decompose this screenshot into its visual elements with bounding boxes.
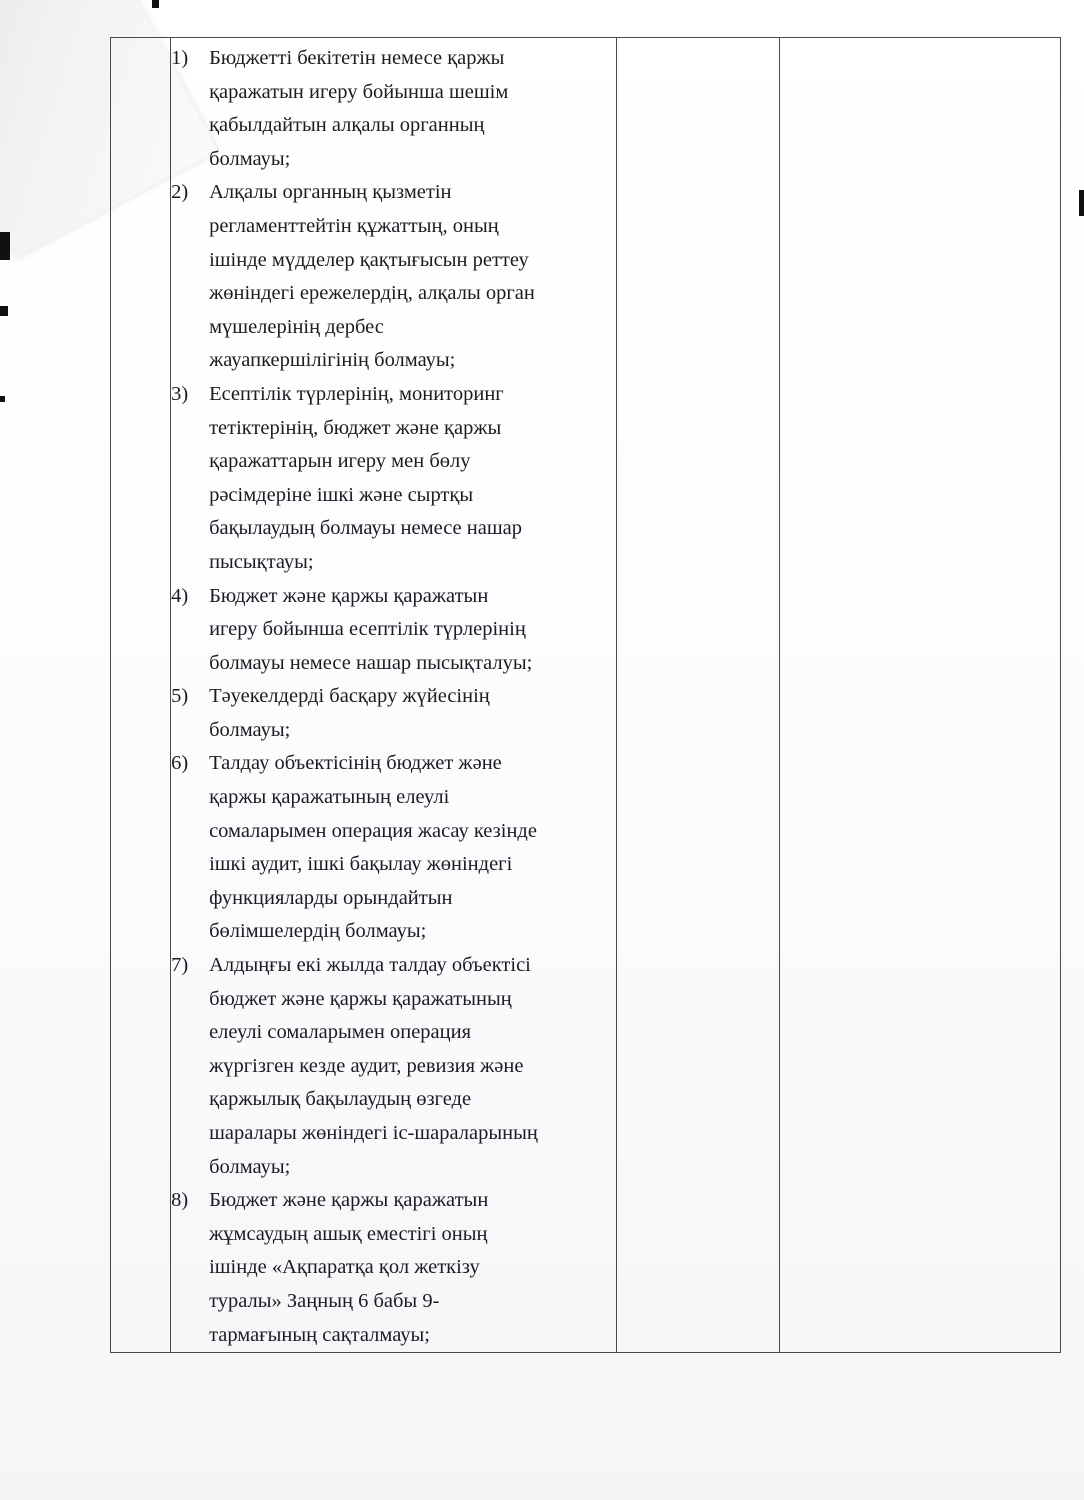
- item-number: 6): [171, 752, 189, 775]
- right-edge-mark: [1079, 190, 1084, 216]
- criteria-list: [171, 38, 615, 1352]
- list-item: [171, 747, 615, 949]
- empty-cell-left: [111, 38, 171, 1353]
- item-text: Есептілік түрлерінің, мониторинг тетіктерінің, бюджет және қаржы қаражаттарын игеру мен бөлу рәсімдеріне ішкі және сыртқы бақылаудың болмауы немесе нашар пысықтауы;: [209, 382, 522, 573]
- left-edge-mark: [0, 306, 8, 316]
- item-text: Алдыңғы екі жылда талдау объектісі бюджет және қаржы қаражатының елеулі сомаларымен операция жүргізген кезде аудит, ревизия және қаржылық бақылаудың өзгеде шаралары жөніндегі іс-шараларының болмауы;: [209, 954, 538, 1178]
- item-text: Бюджет және қаржы қаражатын игеру бойынша есептілік түрлерінің болмауы немесе нашар пысықталуы;: [209, 584, 533, 674]
- item-number: 4): [171, 584, 189, 607]
- list-item: [171, 42, 615, 176]
- list-item: [171, 176, 615, 378]
- item-number: 8): [171, 1189, 189, 1212]
- item-text: Талдау объектісінің бюджет және қаржы қаражатының елеулі сомаларымен операция жасау кезінде ішкі аудит, ішкі бақылау жөніндегі функцияларды орындайтын бөлімшелердің болмауы;: [209, 752, 537, 943]
- list-item: [171, 580, 615, 681]
- left-edge-mark: [0, 396, 5, 402]
- item-number: 3): [171, 382, 189, 405]
- list-item: [171, 949, 615, 1184]
- item-number: 7): [171, 954, 189, 977]
- table-row: [111, 38, 1061, 1353]
- criteria-cell: [171, 38, 616, 1353]
- document-table: [110, 37, 1061, 1353]
- item-number: 5): [171, 685, 189, 708]
- list-item: [171, 378, 615, 580]
- item-text: Тәуекелдерді басқару жүйесінің болмауы;: [209, 685, 490, 741]
- left-edge-mark: [0, 232, 10, 260]
- list-item: [171, 1184, 615, 1352]
- item-text: Бюджет және қаржы қаражатын жұмсаудың ашық еместігі оның ішінде «Ақпаратқа қол жеткізу туралы» Заңның 6 бабы 9- тармағының сақталмауы;: [209, 1189, 489, 1346]
- top-edge-mark: [152, 0, 159, 8]
- item-number: 2): [171, 181, 189, 204]
- empty-cell-middle: [616, 38, 779, 1353]
- list-item: [171, 680, 615, 747]
- item-number: 1): [171, 47, 189, 69]
- empty-cell-right: [779, 38, 1060, 1353]
- item-text: Алқалы органның қызметін регламенттейтін құжаттың, оның ішінде мүдделер қақтығысын реттеу жөніндегі ережелердің, алқалы орган мүшелерінің дербес жауапкершілігінің болмауы;: [209, 181, 535, 372]
- item-text: Бюджетті бекітетін немесе қаржы қаражатын игеру бойынша шешім қабылдайтын алқалы органның болмауы;: [209, 47, 509, 170]
